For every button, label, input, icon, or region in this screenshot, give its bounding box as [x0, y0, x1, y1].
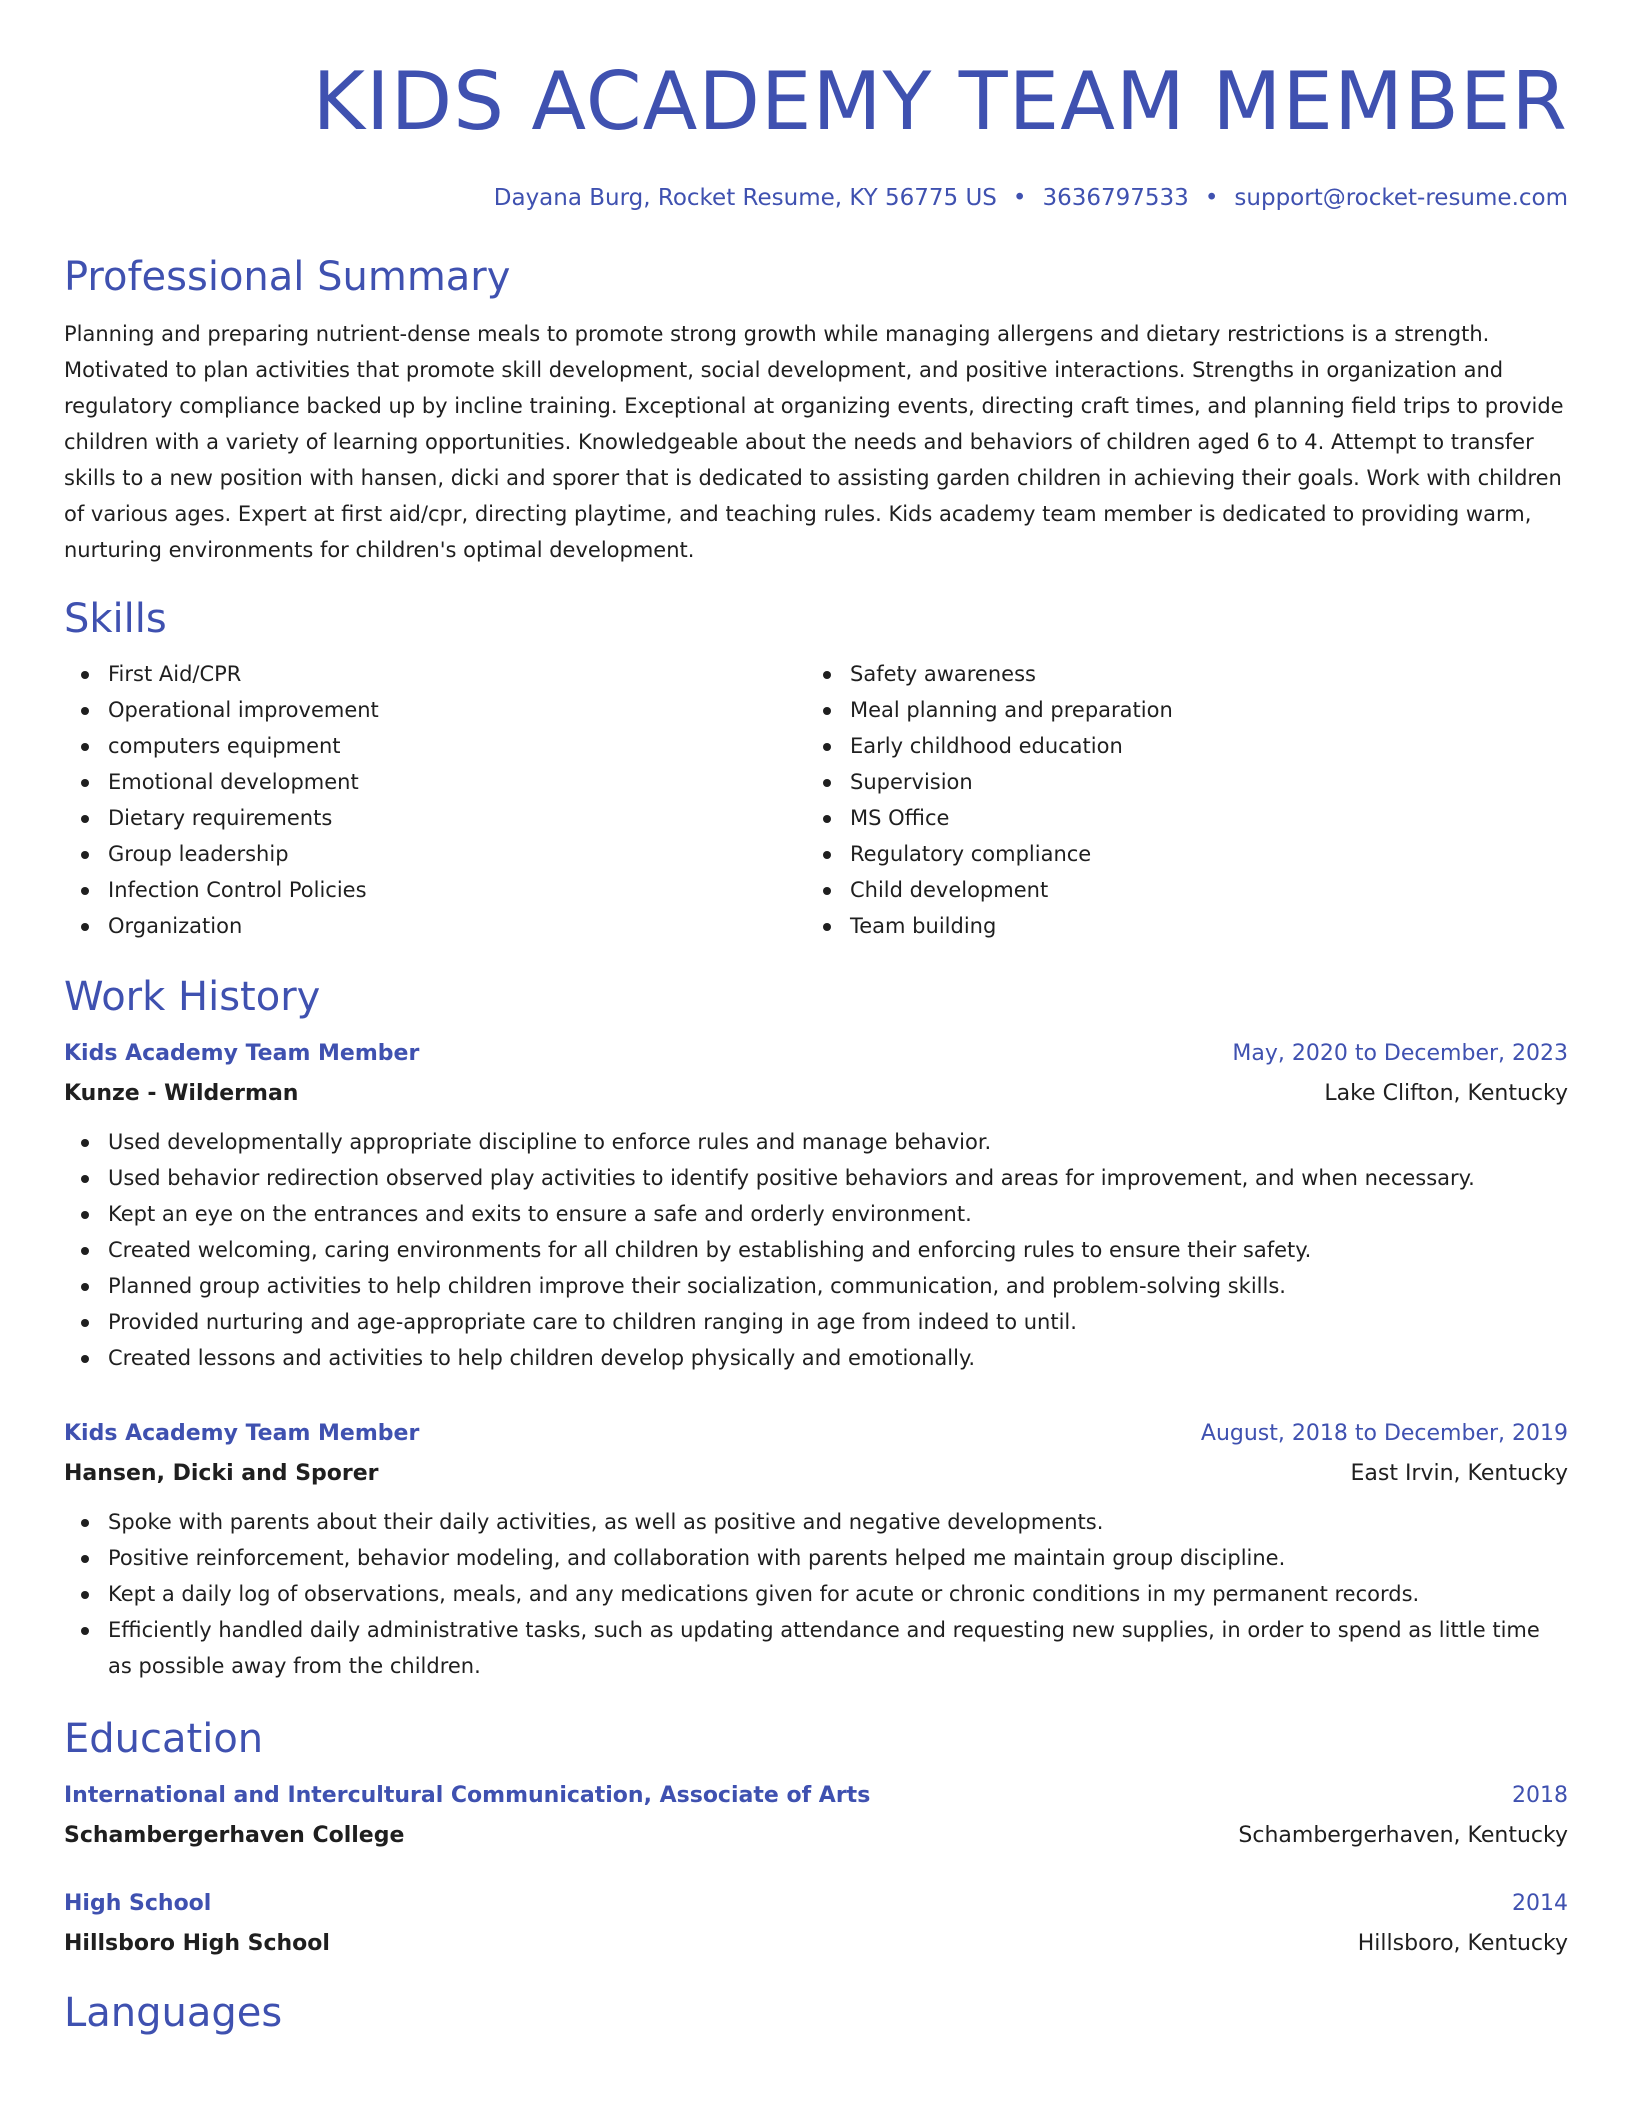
summary-text: Planning and preparing nutrient-dense meals to promote strong growth while managing allergens and dietary restrictions is a strength. Motivated to plan activities that promote skill development, social development, and positive interactions. Strengths in organization and regulatory compliance backed up by incline training. Exceptional at organizing events, directing craft times, and planning field trips to provide children with a variety of learning opportunities. Knowledgeable about the needs and behaviors of children aged 6 to 4. Attempt to transfer skills to a new position with hansen, dicki and sporer that is dedicated to assisting garden children in achieving their goals. Work with children of various ages. Expert at first aid/cpr, directing playtime, and teaching rules. Kids academy team member is dedicated to providing warm, nurturing environments for children's optimal development. [64, 322, 1564, 562]
education-degree-row [64, 1776, 1568, 1816]
education-degree: High School [64, 1891, 212, 1916]
job-dates: May, 2020 to December, 2023 [1232, 1041, 1568, 1066]
job-bullet: Kept a daily log of observations, meals, and any medications given for acute or chronic conditions in my permanent records. [64, 1576, 1568, 1612]
job-bullet: Provided nurturing and age-appropriate care to children ranging in age from indeed to until. [64, 1304, 1568, 1340]
job-company: Hansen, Dicki and Sporer [64, 1461, 379, 1486]
job-bullet: Kept an eye on the entrances and exits to ensure a safe and orderly environment. [64, 1196, 1568, 1232]
job-header-row [64, 1034, 1568, 1074]
education-location: Hillsboro, Kentucky [1357, 1931, 1568, 1956]
contact-separator: • [1204, 185, 1219, 211]
job-company-row [64, 1454, 1568, 1494]
skill-item: Supervision [806, 764, 1548, 800]
job-role: Kids Academy Team Member [64, 1421, 420, 1446]
skill-item: computers equipment [64, 728, 806, 764]
education-location: Schambergerhaven, Kentucky [1238, 1823, 1568, 1848]
skill-item: Child development [806, 872, 1548, 908]
job-bullet: Efficiently handled daily administrative tasks, such as updating attendance and requesting new supplies, in order to spend as little time as possible away from the children. [64, 1612, 1568, 1684]
skill-item: First Aid/CPR [64, 656, 806, 692]
languages-heading: Languages [64, 1990, 283, 2036]
job-dates: August, 2018 to December, 2019 [1200, 1421, 1568, 1446]
job-bullets [64, 1124, 1568, 1376]
languages-section [64, 1988, 1568, 2038]
job-entry [64, 1034, 1568, 1376]
job-bullet: Used developmentally appropriate discipline to enforce rules and manage behavior. [64, 1124, 1568, 1160]
skill-item: Organization [64, 908, 806, 944]
skill-item: Operational improvement [64, 692, 806, 728]
work-history-section [64, 972, 1568, 1684]
skills-heading: Skills [64, 596, 167, 642]
summary-section [64, 252, 1568, 568]
job-bullets [64, 1504, 1568, 1684]
education-entry [64, 1776, 1568, 1856]
education-school-row [64, 1816, 1568, 1856]
contact-phone[interactable]: 3636797533 [1042, 185, 1189, 211]
skill-item: MS Office [806, 800, 1548, 836]
skill-item: Early childhood education [806, 728, 1548, 764]
skill-item: Emotional development [64, 764, 806, 800]
job-location: Lake Clifton, Kentucky [1324, 1081, 1568, 1106]
contact-line [64, 178, 1568, 218]
skill-item: Infection Control Policies [64, 872, 806, 908]
education-school: Hillsboro High School [64, 1931, 330, 1956]
job-header-row [64, 1414, 1568, 1454]
skill-item: Regulatory compliance [806, 836, 1548, 872]
contact-address: Dayana Burg, Rocket Resume, KY 56775 US [493, 185, 997, 211]
job-company: Kunze - Wilderman [64, 1081, 299, 1106]
job-entry [64, 1414, 1568, 1684]
job-bullet: Spoke with parents about their daily activities, as well as positive and negative developments. [64, 1504, 1568, 1540]
job-bullet: Planned group activities to help children improve their socialization, communication, and problem-solving skills. [64, 1268, 1568, 1304]
skills-section [64, 594, 1568, 944]
summary-heading: Professional Summary [64, 254, 511, 300]
job-location: East Irvin, Kentucky [1350, 1461, 1568, 1486]
skill-item: Group leadership [64, 836, 806, 872]
skills-right-column [806, 656, 1548, 944]
job-bullet: Positive reinforcement, behavior modeling, and collaboration with parents helped me maintain group discipline. [64, 1540, 1568, 1576]
education-degree-row [64, 1884, 1568, 1924]
education-section [64, 1714, 1568, 1964]
resume-title: KIDS ACADEMY TEAM MEMBER [312, 55, 1568, 148]
job-role: Kids Academy Team Member [64, 1041, 420, 1066]
education-year: 2014 [1512, 1891, 1568, 1916]
skills-grid [64, 656, 1568, 944]
job-bullet: Used behavior redirection observed play activities to identify positive behaviors and areas for improvement, and when necessary. [64, 1160, 1568, 1196]
skill-item: Meal planning and preparation [806, 692, 1548, 728]
education-school-row [64, 1924, 1568, 1964]
job-bullet: Created welcoming, caring environments for all children by establishing and enforcing rules to ensure their safety. [64, 1232, 1568, 1268]
skills-left-column [64, 656, 806, 944]
education-heading: Education [64, 1716, 264, 1762]
education-year: 2018 [1512, 1783, 1568, 1808]
skill-item: Safety awareness [806, 656, 1548, 692]
work-history-heading: Work History [64, 974, 321, 1020]
skill-item: Team building [806, 908, 1548, 944]
education-degree: International and Intercultural Communication, Associate of Arts [64, 1783, 871, 1808]
contact-separator: • [1012, 185, 1027, 211]
job-bullet: Created lessons and activities to help children develop physically and emotionally. [64, 1340, 1568, 1376]
education-entry [64, 1884, 1568, 1964]
job-company-row [64, 1074, 1568, 1114]
contact-email[interactable]: support@rocket-resume.com [1234, 185, 1568, 211]
skill-item: Dietary requirements [64, 800, 806, 836]
education-school: Schambergerhaven College [64, 1823, 405, 1848]
